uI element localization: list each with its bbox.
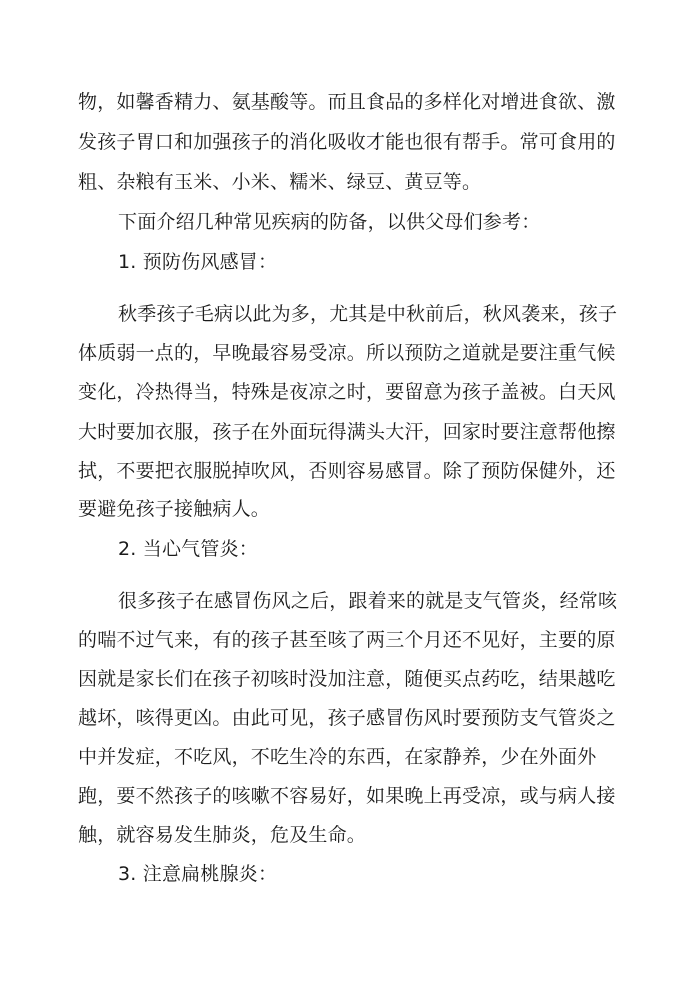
section2-line-3: 因就是家长们在孩子初咳时没加注意，随便买点药吃，结果越吃 (78, 668, 616, 690)
lead-paragraph: 下面介绍几种常见疾病的防备，以供父母们参考： (118, 211, 541, 233)
section1-line-1: 秋季孩子毛病以此为多，尤其是中秋前后，秋风袭来，孩子 (118, 303, 618, 325)
section1-line-2: 体质弱一点的，早晚最容易受凉。所以预防之道就是要注重气候 (78, 342, 616, 364)
section2-line-7: 触，就容易发生肺炎，危及生命。 (78, 824, 367, 846)
section1-line-4: 大时要加衣服，孩子在外面玩得满头大汗，回家时要注意帮他擦 (78, 421, 616, 443)
section1-line-6: 要避免孩子接触病人。 (78, 498, 271, 520)
section-heading-bronchitis: 2. 当心气管炎： (118, 538, 258, 560)
intro-line-2: 发孩子胃口和加强孩子的消化吸收才能也很有帮手。常可食用的 (78, 131, 616, 153)
section2-line-4: 越坏，咳得更凶。由此可见，孩子感冒伤风时要预防支气管炎之 (78, 707, 616, 729)
section1-line-5: 拭，不要把衣服脱掉吹风，否则容易感冒。除了预防保健外，还 (78, 460, 616, 482)
section-heading-tonsillitis: 3. 注意扁桃腺炎： (118, 863, 278, 885)
section2-line-1: 很多孩子在感冒伤风之后，跟着来的就是支气管炎，经常咳 (118, 590, 618, 612)
section2-line-6: 跑，要不然孩子的咳嗽不容易好，如果晚上再受凉，或与病人接 (78, 785, 616, 807)
section1-line-3: 变化，冷热得当，特殊是夜凉之时，要留意为孩子盖被。白天风 (78, 381, 616, 403)
intro-line-3: 粗、杂粮有玉米、小米、糯米、绿豆、黄豆等。 (78, 171, 482, 193)
section-heading-cold: 1. 预防伤风感冒： (118, 251, 278, 273)
section2-line-5: 中并发症，不吃风，不吃生冷的东西，在家静养，少在外面外 (78, 746, 597, 768)
section2-line-2: 的喘不过气来，有的孩子甚至咳了两三个月还不见好，主要的原 (78, 629, 616, 651)
intro-line-1: 物，如馨香精力、氨基酸等。而且食品的多样化对增进食欲、激 (78, 91, 616, 113)
